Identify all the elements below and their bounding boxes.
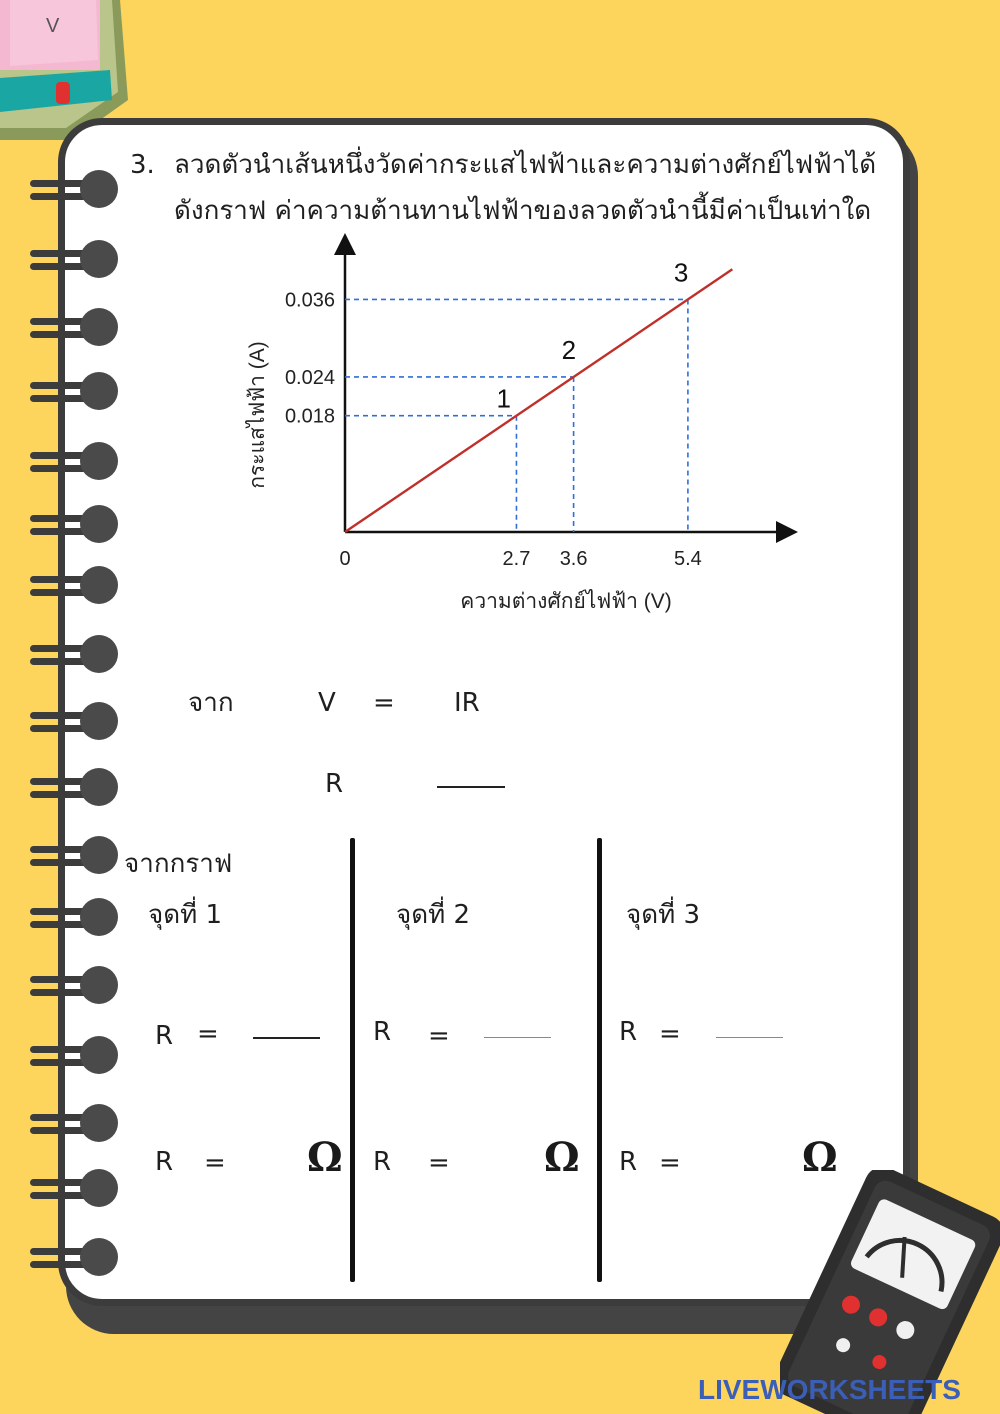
x-tick-label: 5.4	[673, 548, 702, 570]
spiral-ring	[30, 170, 120, 210]
point-2-result-equals: =	[428, 1148, 450, 1178]
point-3-result-equals: =	[659, 1148, 681, 1178]
from-label: จาก	[188, 688, 234, 718]
point-3-r-result-label: R	[619, 1147, 638, 1177]
point-2-r-label: R	[373, 1017, 392, 1047]
question-number: 3.	[130, 150, 155, 180]
point-2-equals: =	[428, 1021, 450, 1051]
point-2-ohm-unit: Ω	[544, 1134, 580, 1181]
point-1-r-result-label: R	[155, 1147, 174, 1177]
point-1-equals: =	[197, 1019, 219, 1049]
point-1-fraction-blank[interactable]	[253, 1037, 320, 1039]
column-divider	[597, 838, 602, 1282]
point-3-fraction-blank[interactable]	[716, 1037, 783, 1038]
data-series-line	[345, 269, 732, 532]
x-tick-label: 2.7	[502, 548, 531, 570]
spiral-ring	[30, 1238, 120, 1278]
spiral-ring	[30, 635, 120, 675]
formula-equals: =	[373, 688, 395, 718]
point-3-equals: =	[659, 1019, 681, 1049]
liveworksheets-watermark: LIVEWORKSHEETS	[698, 1374, 961, 1405]
y-tick-label: 0.036	[284, 289, 335, 312]
point-3-r-label: R	[619, 1017, 638, 1047]
spiral-ring	[30, 308, 120, 348]
point-3-title: จุดที่ 3	[626, 900, 701, 930]
x-tick-label: 3.6	[559, 548, 588, 570]
point-1-ohm-unit: Ω	[307, 1134, 343, 1181]
current-voltage-chart	[200, 225, 820, 635]
point-2-fraction-blank[interactable]	[484, 1037, 551, 1038]
point-label: 2	[561, 334, 577, 365]
spiral-ring	[30, 1036, 120, 1076]
point-2-r-result-label: R	[373, 1147, 392, 1177]
spiral-ring	[30, 702, 120, 742]
spiral-ring	[30, 1169, 120, 1209]
point-1-title: จุดที่ 1	[148, 900, 223, 930]
spiral-ring	[30, 240, 120, 280]
y-axis-arrow	[334, 233, 356, 255]
question-line-2: ดังกราฟ ค่าความต้านทานไฟฟ้าของลวดตัวนำนี้มีค่าเป็นเท่าใด	[174, 196, 872, 226]
formula-v: V	[318, 688, 336, 718]
spiral-ring	[30, 1104, 120, 1144]
spiral-ring	[30, 898, 120, 938]
spiral-ring	[30, 505, 120, 545]
point-3-ohm-unit: Ω	[802, 1134, 838, 1181]
formula-r: R	[325, 769, 344, 799]
point-1-result-equals: =	[204, 1148, 226, 1178]
question-line-1: ลวดตัวนำเส้นหนึ่งวัดค่ากระแสไฟฟ้าและความต่างศักย์ไฟฟ้าได้	[174, 150, 877, 180]
y-tick-label: 0.018	[284, 405, 335, 428]
point-label: 1	[496, 383, 511, 414]
formula-answer-blank[interactable]	[437, 786, 505, 788]
column-divider	[350, 838, 355, 1282]
y-tick-label: 0.024	[284, 366, 335, 389]
point-label: 3	[673, 257, 689, 288]
spiral-ring	[30, 442, 120, 482]
x-axis-label: ความต่างศักย์ไฟฟ้า (V)	[460, 590, 672, 613]
spiral-ring	[30, 768, 120, 808]
point-1-r-label: R	[155, 1021, 174, 1051]
spiral-ring	[30, 566, 120, 606]
from-graph-label: จากกราฟ	[124, 849, 233, 879]
spiral-ring	[30, 372, 120, 412]
formula-ir: IR	[454, 688, 480, 718]
spiral-ring	[30, 836, 120, 876]
spiral-ring	[30, 966, 120, 1006]
point-2-title: จุดที่ 2	[396, 900, 471, 930]
y-axis-label: กระแสไฟฟ้า (A)	[246, 341, 269, 489]
svg-text:V: V	[46, 15, 60, 37]
x-axis-arrow	[776, 521, 798, 543]
x-tick-label: 0	[339, 548, 351, 570]
